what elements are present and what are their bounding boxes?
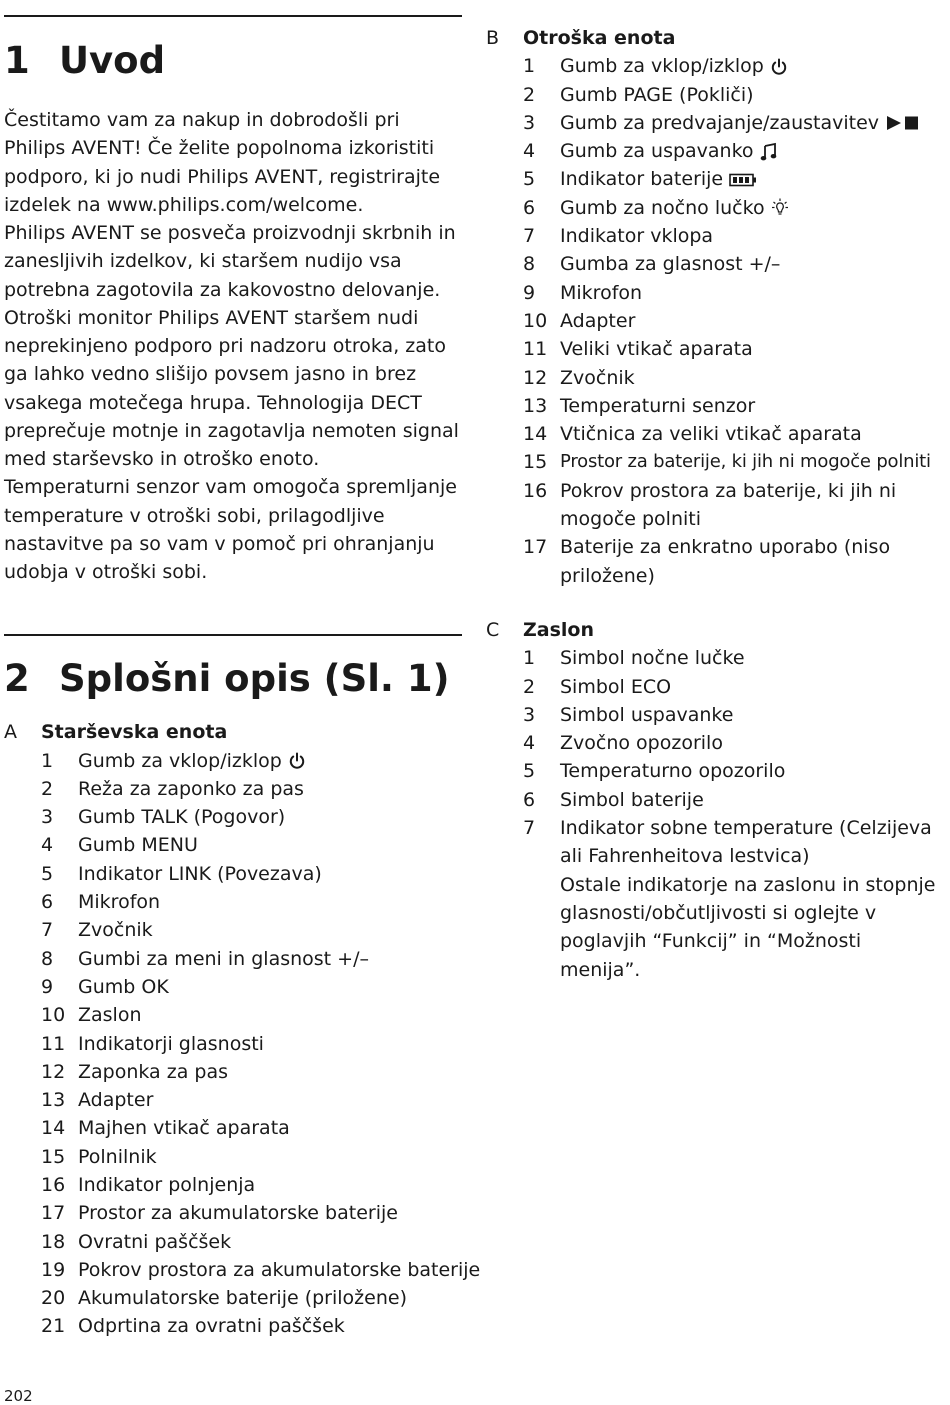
list-item	[523, 52, 946, 80]
list-item	[523, 420, 946, 448]
item-number: 3	[523, 703, 536, 726]
list-item	[41, 888, 464, 916]
item-number: 1	[523, 55, 536, 78]
item-number: 4	[523, 140, 536, 163]
item-number: 12	[523, 366, 548, 389]
list-item	[523, 250, 946, 278]
item-number: 6	[523, 196, 536, 219]
display-note: Ostale indikatorje na zaslonu in stopnje glasnosti/občutljivosti si oglejte v poglavjih “Funkcij” in “Možnosti menija”.	[560, 873, 936, 981]
item-text: Gumb TALK (Pogovor)	[78, 806, 286, 829]
intro-paragraph: Philips AVENT se posveča proizvodnji skrbnih in zanesljivih izdelkov, ki staršem nudijo vsa potrebna zagotovila za kakovostno delovanje. Otroški monitor Philips AVENT staršem nudi neprekinjeno podporo pri nadzoru otroka, zato ga lahko vedno slišijo povsem jasno in brez vsakega motečega hrupa. Tehnologija DECT preprečuje motnje in zagotavlja nemoten signal med starševsko in otroško enoto.	[4, 222, 459, 470]
item-number: 7	[523, 817, 536, 840]
item-number: 13	[41, 1089, 66, 1112]
list-item	[41, 803, 464, 831]
item-number: 6	[41, 891, 54, 914]
display-symbols-list	[486, 644, 946, 984]
list-item	[523, 644, 946, 672]
parent-unit-group	[4, 718, 481, 1341]
item-number: 15	[523, 451, 548, 474]
list-item	[523, 307, 946, 335]
parts-list	[4, 747, 481, 1341]
item-number: 10	[523, 309, 548, 332]
item-text: Baterije za enkratno uporabo (niso priložene)	[560, 536, 891, 587]
item-text: Indikator vklopa	[560, 225, 714, 248]
item-text: Gumb za predvajanje/zaustavitev	[560, 111, 880, 134]
list-item	[523, 786, 946, 814]
list-item	[523, 194, 946, 222]
list-item	[523, 814, 946, 984]
list-item	[41, 1199, 464, 1227]
group-title: Zaslon	[523, 618, 594, 641]
group-letter: C	[486, 618, 500, 641]
item-number: 5	[41, 862, 54, 885]
list-item	[41, 1256, 481, 1284]
list-item	[523, 165, 946, 193]
item-text: Simbol baterije	[560, 788, 704, 811]
list-item	[41, 1058, 464, 1086]
item-text: Indikator sobne temperature (Celzijeva ali Fahrenheitova lestvica)	[560, 817, 932, 868]
list-item	[41, 831, 464, 859]
list-item	[523, 222, 946, 250]
item-number: 14	[41, 1117, 66, 1140]
item-number: 17	[41, 1202, 66, 1225]
group-heading	[4, 718, 464, 746]
list-item	[523, 673, 946, 701]
item-number: 18	[41, 1230, 66, 1253]
group-heading	[486, 24, 946, 52]
item-text: Gumb MENU	[78, 834, 198, 857]
list-item	[41, 860, 464, 888]
item-text: Prostor za baterije, ki jih ni mogoče polniti	[560, 451, 931, 473]
item-text: Reža za zaponko za pas	[78, 777, 304, 800]
item-text: Gumb OK	[78, 975, 169, 998]
item-number: 15	[41, 1145, 66, 1168]
display-group	[486, 616, 946, 984]
list-item	[523, 533, 946, 590]
item-text: Mikrofon	[78, 891, 161, 914]
play-stop-icon	[885, 115, 921, 131]
list-item	[41, 775, 464, 803]
item-text: Pokrov prostora za akumulatorske baterije	[78, 1258, 481, 1281]
list-item	[523, 137, 946, 165]
item-number: 12	[41, 1060, 66, 1083]
list-item	[41, 1171, 464, 1199]
list-item	[523, 729, 946, 757]
section-2-heading	[4, 657, 464, 701]
music-note-icon	[760, 142, 778, 162]
item-text: Gumbi za meni in glasnost +/–	[78, 947, 369, 970]
section-title: Uvod	[59, 39, 166, 82]
item-number: 14	[523, 423, 548, 446]
item-text: Temperaturni senzor	[560, 394, 756, 417]
list-item	[523, 81, 946, 109]
list-item	[41, 1030, 464, 1058]
item-number: 11	[41, 1032, 66, 1055]
item-number: 10	[41, 1004, 66, 1027]
item-text: Veliki vtikač aparata	[560, 338, 753, 361]
item-number: 3	[523, 111, 536, 134]
list-item	[41, 1143, 464, 1171]
list-item	[523, 392, 946, 420]
list-item	[41, 916, 464, 944]
item-number: 4	[523, 732, 536, 755]
list-item	[523, 364, 946, 392]
group-title: Starševska enota	[41, 721, 228, 744]
list-item	[523, 448, 946, 476]
item-number: 21	[41, 1315, 66, 1338]
item-number: 2	[41, 777, 54, 800]
section-number: 1	[4, 39, 30, 82]
item-text: Zvočnik	[560, 366, 635, 389]
intro-paragraph: Temperaturni senzor vam omogoča spremljanje temperature v otroški sobi, prilagodljive nastavitve pa so vam v pomoč pri ohranjanju udobja v otroški sobi.	[4, 476, 457, 583]
item-text: Gumb za uspavanko	[560, 140, 754, 163]
item-text: Akumulatorske baterije (priložene)	[78, 1287, 407, 1310]
item-text: Indikator LINK (Povezava)	[78, 862, 322, 885]
item-text: Pokrov prostora za baterije, ki jih ni mogoče polniti	[560, 479, 897, 531]
list-item	[523, 109, 946, 137]
list-item	[41, 1001, 464, 1029]
group-heading	[486, 616, 946, 644]
intro-paragraph: Čestitamo vam za nakup in dobrodošli pri Philips AVENT! Če želite popolnoma izkoristiti podporo, ki jo nudi Philips AVENT, registrirajte izdelek na www.philips.com/welcome.	[4, 109, 441, 216]
item-number: 3	[41, 806, 54, 829]
list-item	[523, 477, 946, 534]
item-number: 9	[41, 975, 54, 998]
item-number: 5	[523, 760, 536, 783]
list-item	[523, 701, 946, 729]
item-number: 17	[523, 536, 548, 559]
section-rule	[4, 15, 462, 17]
item-number: 8	[523, 253, 536, 276]
item-text: Temperaturno opozorilo	[560, 760, 786, 783]
section-rule	[4, 634, 462, 636]
list-item	[41, 1086, 464, 1114]
list-item	[523, 279, 946, 307]
list-item	[41, 1312, 464, 1340]
item-text: Gumba za glasnost +/–	[560, 253, 781, 276]
item-text: Gumb za vklop/izklop	[78, 749, 282, 772]
item-text: Indikator baterije	[560, 168, 724, 191]
section-title: Splošni opis (Sl. 1)	[59, 657, 450, 701]
power-icon	[288, 752, 306, 770]
list-item	[41, 1284, 464, 1312]
item-text: Simbol uspavanke	[560, 703, 734, 726]
right-column	[486, 0, 946, 984]
item-number: 2	[523, 675, 536, 698]
item-number: 1	[41, 749, 54, 772]
intro-text	[4, 106, 464, 586]
item-text: Zvočnik	[78, 919, 153, 942]
item-text: Odprtina za ovratni paščšek	[78, 1315, 345, 1338]
group-letter: B	[486, 27, 500, 49]
item-text: Adapter	[560, 309, 636, 332]
item-number: 8	[41, 947, 54, 970]
group-title: Otroška enota	[523, 27, 676, 49]
left-column	[4, 0, 481, 1341]
item-text: Polnilnik	[78, 1145, 157, 1168]
item-text: Gumb za nočno lučko	[560, 196, 765, 219]
item-number: 13	[523, 394, 548, 417]
item-number: 16	[41, 1174, 66, 1196]
night-light-icon	[771, 198, 789, 218]
item-text: Indikator polnjenja	[78, 1174, 256, 1196]
item-text: Prostor za akumulatorske baterije	[78, 1202, 398, 1225]
item-number: 16	[523, 479, 548, 502]
item-text: Zaslon	[78, 1004, 142, 1027]
battery-icon	[729, 173, 757, 187]
item-number: 20	[41, 1287, 66, 1310]
item-number: 4	[41, 834, 54, 857]
item-text: Zaponka za pas	[78, 1060, 228, 1083]
item-number: 2	[523, 83, 536, 106]
section-1-heading	[4, 39, 464, 83]
list-item	[41, 747, 464, 775]
item-text: Gumb za vklop/izklop	[560, 55, 764, 78]
list-item	[41, 1114, 464, 1142]
item-text: Gumb PAGE (Pokliči)	[560, 83, 754, 106]
list-item	[41, 945, 464, 973]
item-text: Majhen vtikač aparata	[78, 1117, 290, 1140]
list-item	[523, 757, 946, 785]
item-number: 5	[523, 168, 536, 191]
item-text: Vtičnica za veliki vtikač aparata	[560, 423, 862, 446]
baby-unit-group	[486, 24, 946, 590]
item-text: Simbol nočne lučke	[560, 647, 745, 670]
section-number: 2	[4, 657, 30, 701]
item-number: 6	[523, 788, 536, 811]
group-letter: A	[4, 721, 17, 744]
item-number: 7	[523, 225, 536, 248]
parts-list	[486, 52, 946, 590]
item-text: Mikrofon	[560, 281, 643, 304]
list-item	[41, 973, 464, 1001]
item-text: Adapter	[78, 1089, 154, 1112]
item-number: 9	[523, 281, 536, 304]
list-item	[41, 1228, 464, 1256]
item-number: 7	[41, 919, 54, 942]
item-number: 1	[523, 647, 536, 670]
item-text: Zvočno opozorilo	[560, 732, 723, 755]
list-item	[523, 335, 946, 363]
item-number: 19	[41, 1258, 66, 1281]
item-number: 11	[523, 338, 548, 361]
item-text: Ovratni paščšek	[78, 1230, 232, 1253]
item-text: Simbol ECO	[560, 675, 672, 698]
power-icon	[770, 58, 788, 76]
page-number: 202	[4, 1387, 33, 1405]
item-text: Indikatorji glasnosti	[78, 1032, 264, 1055]
